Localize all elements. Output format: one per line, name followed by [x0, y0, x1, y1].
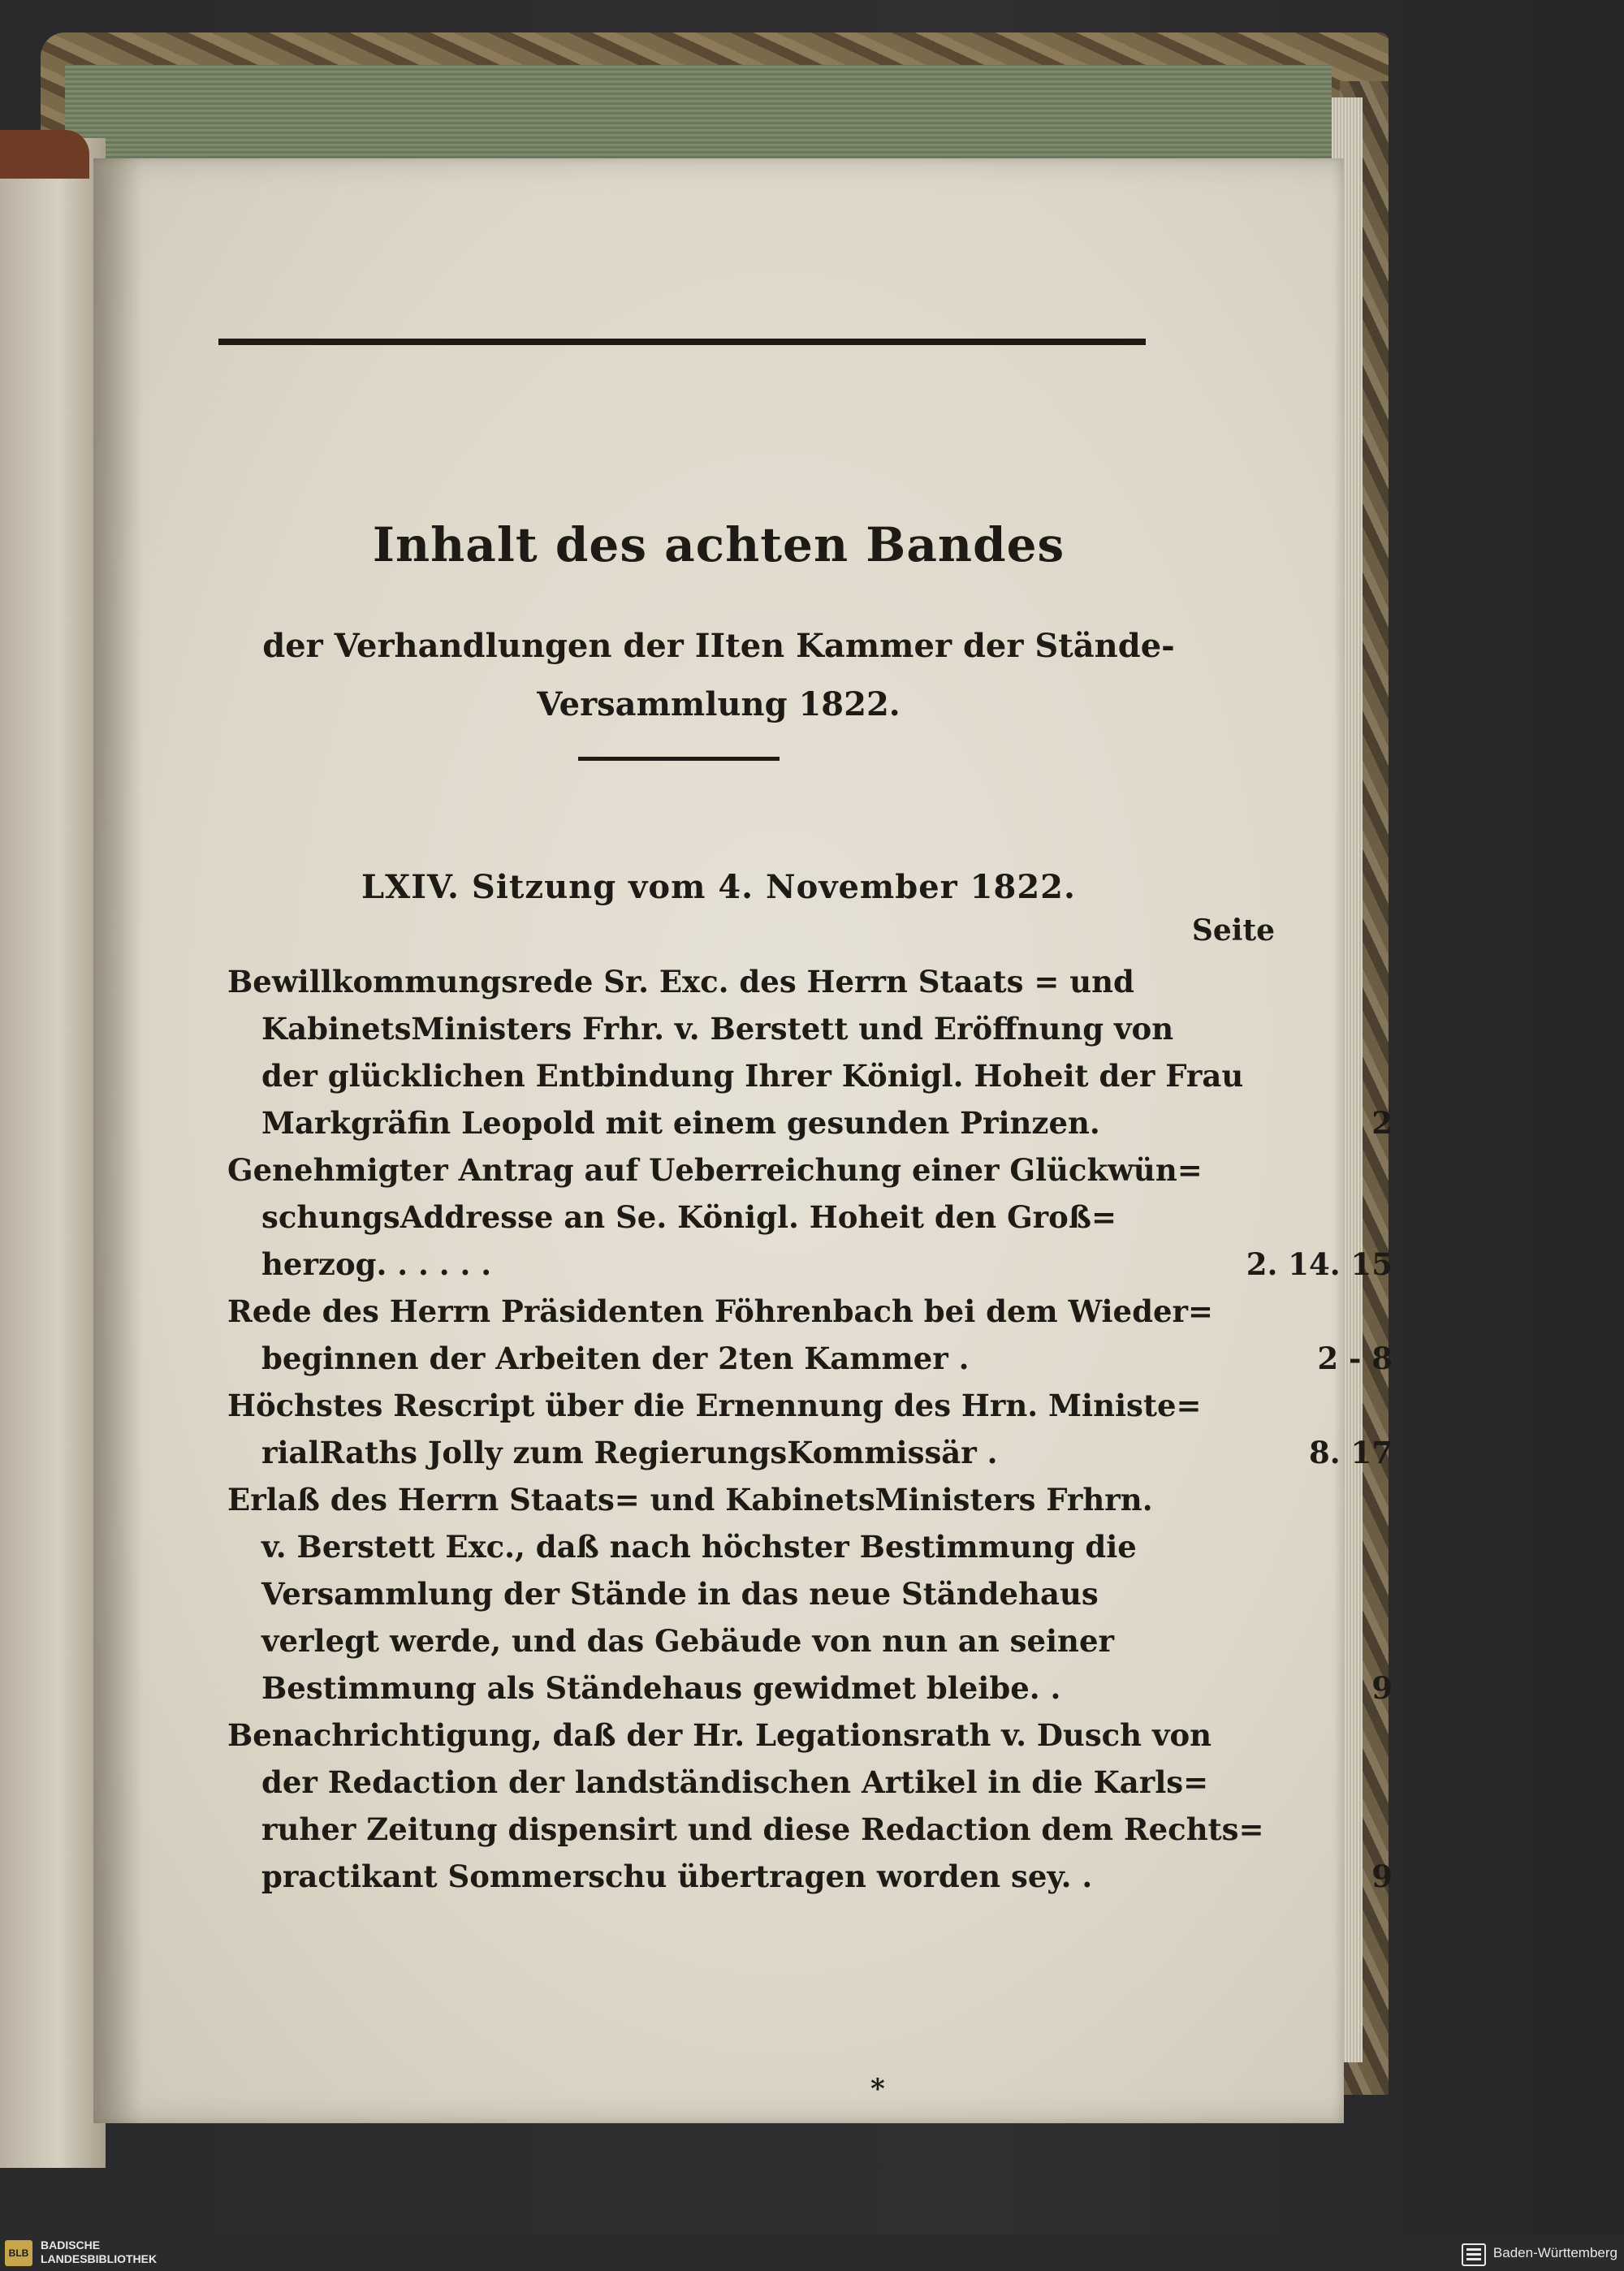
- left-page-edge: [0, 138, 106, 2168]
- viewer-footer: [0, 2234, 1624, 2271]
- entry-line-text: herzog. . . . . .: [261, 1246, 492, 1282]
- entry-page-number: 9: [1371, 1670, 1393, 1706]
- entry-line: ruher Zeitung dispensirt und diese Redaction dem Rechts=: [261, 1811, 1264, 1847]
- entry-line: Erlaß des Herrn Staats= und KabinetsMinisters Frhrn.: [227, 1482, 1153, 1518]
- entry-line: [227, 1241, 1393, 1288]
- entry-line: [227, 1853, 1393, 1900]
- toc-entry: [227, 1146, 1393, 1288]
- entry-line: Höchstes Rescript über die Ernennung des Hrn. Ministe=: [227, 1388, 1202, 1423]
- session-heading: LXIV. Sitzung vom 4. November 1822.: [361, 868, 1076, 906]
- entry-line: der Redaction der landständischen Artikel in die Karls=: [261, 1764, 1209, 1800]
- entry-line: Benachrichtigung, daß der Hr. Legationsrath v. Dusch von: [227, 1717, 1212, 1753]
- toc-entry: [227, 1382, 1393, 1476]
- entry-line: [227, 1335, 1393, 1382]
- state-emblem-icon[interactable]: [1462, 2243, 1486, 2266]
- entry-line: schungsAddresse an Se. Königl. Hoheit den Groß=: [261, 1199, 1116, 1235]
- entry-line: der glücklichen Entbindung Ihrer Königl. Hoheit der Frau: [261, 1058, 1244, 1094]
- title-divider: [578, 757, 780, 761]
- library-name: [41, 2239, 157, 2266]
- signature-mark: *: [870, 2073, 885, 2105]
- document-page: [93, 158, 1393, 2123]
- entry-line: verlegt werde, und das Gebäude von nun an seiner: [261, 1623, 1114, 1659]
- entry-line: Versammlung der Stände in das neue Ständehaus: [261, 1576, 1099, 1612]
- page-title: Inhalt des achten Bandes: [372, 517, 1065, 572]
- entry-line-text: practikant Sommerschu übertragen worden sey. .: [261, 1859, 1093, 1894]
- entry-line-text: Bestimmung als Ständehaus gewidmet bleibe. .: [261, 1670, 1061, 1706]
- entry-page-number: 2. 14. 15: [1246, 1246, 1393, 1282]
- entry-line: [227, 1429, 1393, 1476]
- page-column-header: Seite: [1191, 913, 1275, 948]
- page-gutter: [93, 158, 142, 2123]
- entry-line: Genehmigter Antrag auf Ueberreichung einer Glückwün=: [227, 1152, 1203, 1188]
- toc-entry: [227, 958, 1393, 1146]
- entry-line-text: beginnen der Arbeiten der 2ten Kammer .: [261, 1341, 970, 1376]
- table-of-contents: [227, 958, 1393, 1900]
- entry-line: KabinetsMinisters Frhr. v. Berstett und Eröffnung von: [261, 1011, 1174, 1047]
- subtitle-line: Versammlung 1822.: [537, 685, 901, 723]
- entry-line: [227, 1099, 1393, 1146]
- state-name: Baden-Württemberg: [1492, 2245, 1618, 2260]
- blb-logo-icon[interactable]: BLB: [5, 2240, 32, 2266]
- entry-line: Rede des Herrn Präsidenten Föhrenbach bei dem Wieder=: [227, 1293, 1213, 1329]
- library-name-line: BADISCHE: [41, 2239, 101, 2252]
- entry-line: [227, 1664, 1393, 1712]
- toc-entry: [227, 1476, 1393, 1712]
- toc-entry: [227, 1712, 1393, 1900]
- library-name-line: LANDESBIBLIOTHEK: [41, 2252, 158, 2265]
- subtitle-line: der Verhandlungen der IIten Kammer der Stände-: [262, 627, 1175, 665]
- page-subtitle: [93, 617, 1344, 734]
- entry-line-text: rialRaths Jolly zum RegierungsKommissär .: [261, 1435, 998, 1470]
- entry-line: v. Berstett Exc., daß nach höchster Bestimmung die: [261, 1529, 1137, 1565]
- entry-line: Bewillkommungsrede Sr. Exc. des Herrn Staats = und: [227, 964, 1134, 999]
- entry-page-number: 8. 17: [1309, 1435, 1393, 1470]
- entry-page-number: 2: [1371, 1105, 1393, 1141]
- book-page-edges: [65, 65, 1332, 171]
- left-cover-edge: [0, 130, 89, 179]
- toc-entry: [227, 1288, 1393, 1382]
- entry-page-number: 9: [1371, 1859, 1393, 1894]
- entry-line-text: Markgräfin Leopold mit einem gesunden Prinzen.: [261, 1105, 1100, 1141]
- header-rule: [218, 339, 1146, 345]
- entry-page-number: 2 - 8: [1317, 1341, 1393, 1376]
